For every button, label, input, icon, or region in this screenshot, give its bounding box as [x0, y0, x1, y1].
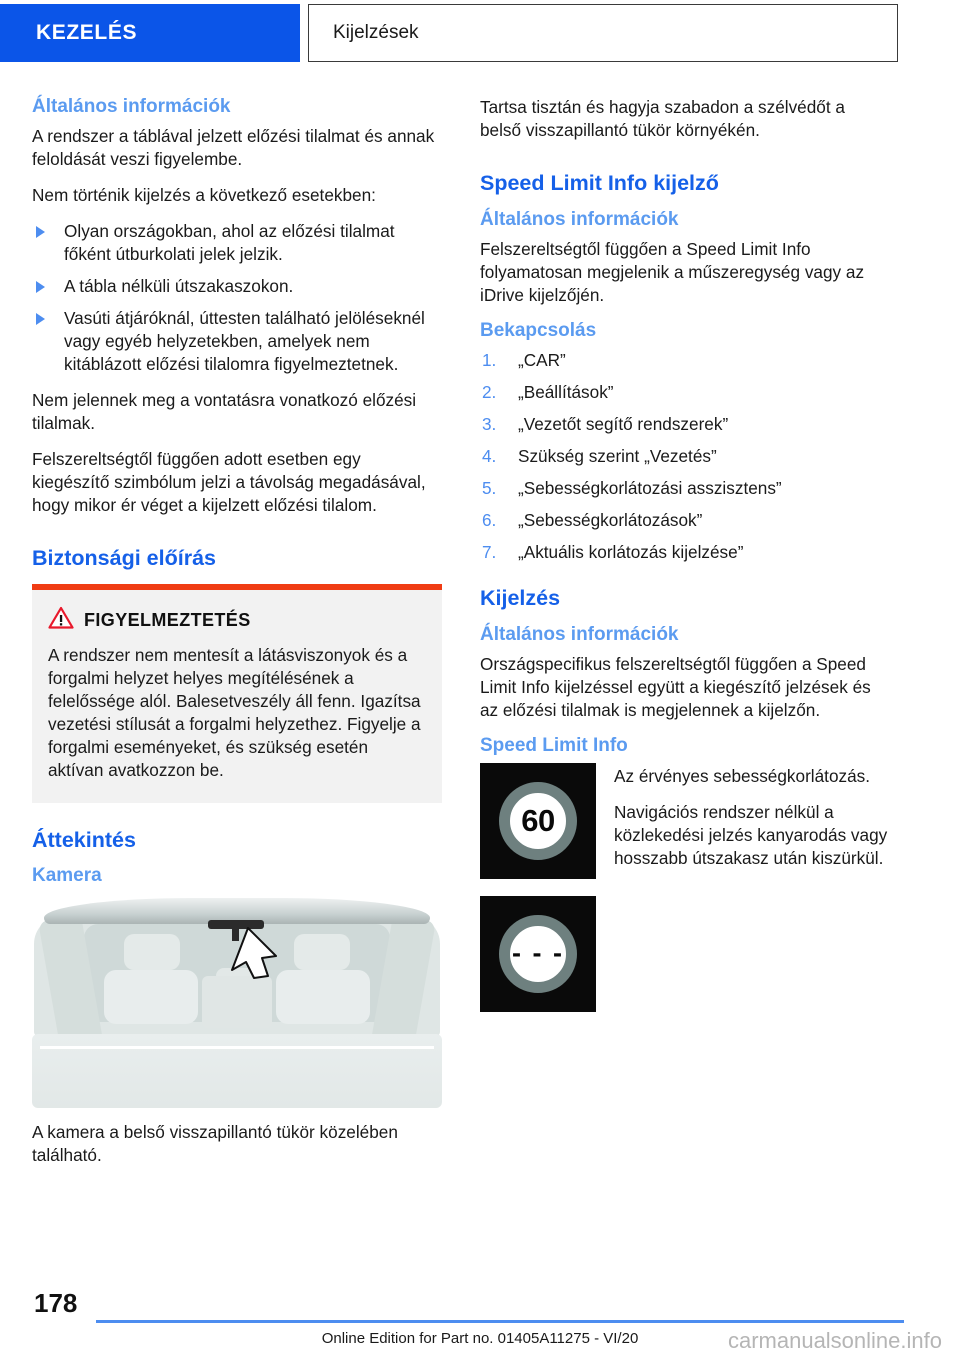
- list-item-label: Szükség szerint „Vezetés”: [518, 445, 717, 466]
- sign-row-no-limit: [480, 896, 890, 1012]
- list-item-label: „Beállítások”: [518, 381, 614, 402]
- left-column: [32, 96, 442, 1180]
- list-item: [32, 275, 442, 298]
- list-item: [480, 349, 890, 372]
- heading-kamera: Kamera: [32, 865, 102, 887]
- list-item-label: „Sebességkorlátozási asszisztens”: [518, 477, 782, 498]
- right-seat: [276, 970, 370, 1024]
- warning-text: A rendszer nem mentesít a látásviszonyok és a forgalmi helyzet helyes megítélésének a felelőssége alól. Balesetveszély áll fenn. Igazítsa vezetési stílusát a forgalmi helyzethez. Figyelje a forgalmi eseményeket, és szükség esetén aktívan avatkozzon be.: [48, 645, 421, 781]
- right-headrest: [294, 934, 350, 970]
- bullet-list-no-display-cases: [32, 220, 442, 376]
- spacer: [32, 819, 442, 828]
- list-item-label: „CAR”: [518, 349, 566, 370]
- list-item: [480, 413, 890, 436]
- sign-description: [614, 896, 890, 898]
- speed-limit-sign-60-icon: [480, 763, 596, 879]
- spacer: [32, 530, 442, 546]
- warning-header: [48, 606, 426, 634]
- rear-deck-seam: [40, 1046, 434, 1049]
- sign-row-active-limit: [480, 763, 890, 881]
- page-number: 178: [34, 1288, 78, 1318]
- camera-caption: A kamera a belső visszapillantó tükör közelében található.: [32, 1122, 398, 1166]
- list-item: [32, 307, 442, 376]
- right-column: [480, 96, 890, 1026]
- paragraph-no-display-intro: Nem történik kijelzés a következő esetekben:: [32, 184, 376, 205]
- list-item-number: 5.: [482, 477, 497, 498]
- paragraph-supplementary-symbol: Felszereltségtől függően adott esetben egy kiegészítő szimbólum jelzi a távolság megadásával, hogy mikor ér véget a kijelzett előzési tilalom.: [32, 449, 426, 516]
- list-item: [32, 220, 442, 266]
- heading-altalanos-informaciok: Általános információk: [32, 96, 231, 117]
- sign-paragraph: Az érvényes sebességkorlátozás.: [614, 766, 871, 787]
- sign-paragraph: Navigációs rendszer nélkül a közlekedési jelzés kanyarodás vagy hosszabb útszakasz után kiszürkül.: [614, 801, 888, 868]
- left-headrest: [124, 934, 180, 970]
- heading-altalanos-informaciok-right-1: Általános információk: [480, 208, 679, 230]
- list-item-number: 4.: [482, 445, 497, 466]
- list-item: [480, 381, 890, 404]
- left-seat: [104, 970, 198, 1024]
- spacer: [480, 577, 890, 586]
- heading-altalanos-informaciok-right-2: Általános információk: [480, 623, 679, 645]
- list-item-number: 6.: [482, 509, 497, 530]
- paragraph-system-description: A rendszer a táblával jelzett előzési tilalmat és annak feloldását veszi figyelembe.: [32, 125, 435, 169]
- pointer-arrow-icon: [224, 926, 280, 980]
- list-item-label: Vasúti átjáróknál, úttesten található jelöléseknél vagy egyéb helyzetekben, amelyek nem kitáblázott előzési tilalomra figyelmeztetnek.: [64, 308, 425, 375]
- list-item-label: „Vezetőt segítő rendszerek”: [518, 413, 729, 434]
- triangle-bullet-icon: [36, 226, 45, 238]
- list-item: [480, 477, 890, 500]
- list-item: [480, 541, 890, 564]
- heading-kijelzes: Kijelzés: [480, 585, 561, 610]
- speed-limit-sign-dashes-icon: [480, 896, 596, 1012]
- list-item: [480, 445, 890, 468]
- paragraph-speed-limit-info-availability: Felszereltségtől függően a Speed Limit Info folyamatosan megjelenik a műszeregység vagy az iDrive kijelzőjén.: [480, 238, 865, 305]
- heading-speed-limit-info-kijelzo: Speed Limit Info kijelző: [480, 171, 719, 196]
- paragraph-country-specific-display: Országspecifikus felszereltségtől függően a Speed Limit Info kijelzéssel együtt a kiegészítő jelzések és az előzési tilalmak is megjelennek a kijelzőn.: [480, 653, 871, 720]
- paragraph-towing-exclusion: Nem jelennek meg a vontatásra vonatkozó előzési tilalmak.: [32, 390, 417, 434]
- list-item-label: „Aktuális korlátozás kijelzése”: [518, 541, 744, 562]
- car-interior-camera-illustration: [32, 894, 442, 1109]
- list-item-number: 3.: [482, 413, 497, 434]
- page-header: [0, 0, 960, 68]
- sign-value-label: 60: [521, 803, 555, 839]
- list-item-label: Olyan országokban, ahol az előzési tilalmat főként útburkolati jelek jelzik.: [64, 220, 395, 264]
- list-item-number: 1.: [482, 349, 497, 370]
- sign-ring: [499, 782, 577, 860]
- chapter-label: KEZELÉS: [36, 21, 138, 44]
- warning-triangle-icon: [48, 606, 74, 634]
- sign-description: [614, 763, 890, 881]
- list-item: [480, 509, 890, 532]
- section-tab[interactable]: [308, 4, 898, 62]
- warning-box: [32, 584, 442, 802]
- heading-attekintes: Áttekintés: [32, 827, 136, 852]
- warning-title: FIGYELMEZTETÉS: [84, 609, 251, 630]
- paragraph-keep-windshield-clean: Tartsa tisztán és hagyja szabadon a szélvédőt a belső visszapillantó tükör környékén.: [480, 97, 845, 141]
- page-body: [0, 96, 960, 1276]
- sign-value-label: - - -: [512, 938, 564, 969]
- triangle-bullet-icon: [36, 313, 45, 325]
- center-seat: [202, 976, 272, 1028]
- edition-note: Online Edition for Part no. 01405A11275 - VI/20: [321, 1330, 639, 1347]
- section-tab-label: Kijelzések: [333, 22, 419, 43]
- list-item-number: 7.: [482, 541, 497, 562]
- numbered-list-activation-steps: [480, 349, 890, 564]
- heading-speed-limit-info: Speed Limit Info: [480, 734, 628, 756]
- list-item-label: „Sebességkorlátozások”: [518, 509, 703, 530]
- chapter-banner: [0, 4, 300, 62]
- sign-ring: [499, 915, 577, 993]
- page-footer: [0, 1276, 960, 1362]
- list-item-number: 2.: [482, 381, 497, 402]
- heading-bekapcsolas: Bekapcsolás: [480, 319, 597, 341]
- footer-divider: [96, 1320, 904, 1323]
- spacer: [480, 155, 890, 171]
- heading-biztonsagi-eloiras: Biztonsági előírás: [32, 546, 216, 571]
- list-item-label: A tábla nélküli útszakaszokon.: [64, 276, 294, 297]
- triangle-bullet-icon: [36, 281, 45, 293]
- watermark: carmanualsonline.info: [727, 1328, 942, 1353]
